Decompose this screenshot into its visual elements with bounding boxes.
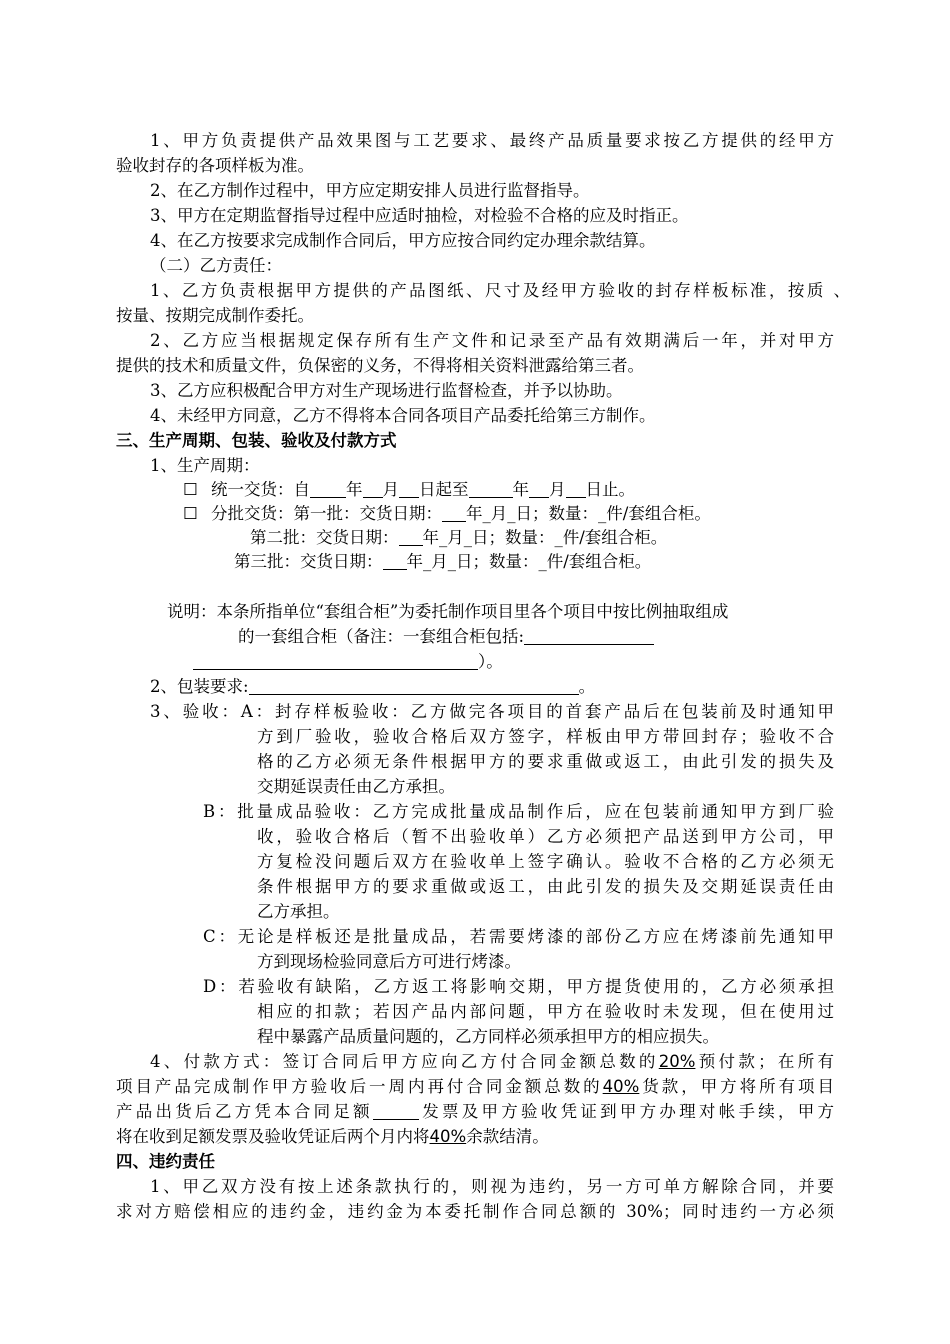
packaging-line: 2、包装要求: 。 <box>150 677 596 696</box>
party-b-heading: （二）乙方责任： <box>150 256 282 275</box>
section-3-title: 三、生产周期、包装、验收及付款方式 <box>116 431 397 450</box>
blank-cabinet-contents-1[interactable] <box>524 626 654 645</box>
blank-invoice[interactable] <box>373 1101 419 1120</box>
acceptance-b-line-1: B：批量成品验收：乙方完成批量成品制作后，应在包装前通知甲方到厂验 <box>203 802 834 821</box>
acceptance-b-line-3: 方复检没问题后双方在验收单上签字确认。验收不合格的乙方必须无 <box>257 852 834 871</box>
blank-cabinet-contents-2[interactable] <box>193 651 478 670</box>
checkbox-batch[interactable]: ☐ <box>183 504 198 523</box>
blank-packaging[interactable] <box>249 676 579 695</box>
blank-day-start[interactable] <box>399 479 419 498</box>
payment-line-4: 将在收到足额发票及验收凭证后两个月内将40%余款结清。 <box>116 1127 549 1146</box>
acceptance-c-line-1: C：无论是样板还是批量成品，若需要烤漆的部份乙方应在烤漆前先通知甲 <box>203 927 834 946</box>
breach-line-1: 1、甲乙双方没有按上述条款执行的，则视为违约，另一方可单方解除合同，并要 <box>150 1177 834 1196</box>
blank-batch1-year[interactable] <box>442 503 466 522</box>
party-b-item-2-line-1: 2、乙方应当根据规定保存所有生产文件和记录至产品有效期满后一年，并对甲方 <box>150 331 834 350</box>
unified-delivery-line: ☐ 统一交货：自 年 月 日起至 年 月 日止。 <box>183 480 636 499</box>
party-b-item-1-line-1: 1、乙方负责根据甲方提供的产品图纸、尺寸及经甲方验收的封存样板标准，按质 、 <box>150 281 850 300</box>
party-b-item-2-line-2: 提供的技术和质量文件，负保密的义务，不得将相关资料泄露给第三者。 <box>116 356 644 375</box>
acceptance-a-line-4: 交期延误责任由乙方承担。 <box>257 777 455 796</box>
checkbox-unified[interactable]: ☐ <box>183 480 198 499</box>
pct-advance: 20% <box>658 1052 696 1071</box>
blank-year-end[interactable] <box>469 479 513 498</box>
blank-month-start[interactable] <box>363 479 383 498</box>
acceptance-d-line-1: D：若验收有缺陷，乙方返工将影响交期，甲方提货使用的，乙方必须承担 <box>203 977 834 996</box>
payment-line-1: 4、付款方式：签订合同后甲方应向乙方付合同金额总数的20%预付款；在所有 <box>150 1052 835 1071</box>
batch-delivery-line-2: 第二批：交货日期： 年_月_日；数量：_件/套组合柜。 <box>250 528 668 547</box>
note-line-1: 说明：本条所指单位“套组合柜”为委托制作项目里各个项目中按比例抽取组成 <box>167 602 729 621</box>
acceptance-a-line-1: 3、验收：A：封存样板验收：乙方做完各项目的首套产品后在包装前及时通知甲 <box>150 702 834 721</box>
batch-delivery-line-3: 第三批：交货日期： 年_月_日；数量：_件/套组合柜。 <box>234 552 652 571</box>
payment-line-2: 项目产品完成制作甲方验收后一周内再付合同金额总数的40%货款，甲方将所有项目 <box>116 1077 835 1096</box>
acceptance-c-line-2: 方到现场检验同意后方可进行烤漆。 <box>257 952 521 971</box>
acceptance-a-line-3: 格的乙方必须无条件根据甲方的要求重做或返工，由此引发的损失及 <box>257 752 834 771</box>
acceptance-b-line-2: 收，验收合格后（暂不出验收单）乙方必须把产品送到甲方公司，甲 <box>257 827 834 846</box>
production-cycle-label: 1、生产周期： <box>150 456 260 475</box>
blank-day-end[interactable] <box>566 479 586 498</box>
blank-batch2-year[interactable] <box>399 527 423 546</box>
note-line-2: 的一套组合柜（备注：一套组合柜包括: <box>238 624 654 649</box>
acceptance-d-line-3: 程中暴露产品质量问题的，乙方同样必须承担甲方的相应损失。 <box>257 1027 719 1046</box>
party-b-item-3: 3、乙方应积极配合甲方对生产现场进行监督检查，并予以协助。 <box>150 381 623 400</box>
section-4-title: 四、违约责任 <box>116 1152 215 1171</box>
party-a-item-1-line-2: 验收封存的各项样板为准。 <box>116 156 314 175</box>
party-b-item-4: 4、未经甲方同意，乙方不得将本合同各项目产品委托给第三方制作。 <box>150 406 656 425</box>
party-a-item-2: 2、在乙方制作过程中，甲方应定期安排人员进行监督指导。 <box>150 181 590 200</box>
pct-goods: 40% <box>602 1077 640 1096</box>
acceptance-a-line-2: 方到厂验收，验收合格后双方签字，样板由甲方带回封存；验收不合 <box>257 727 834 746</box>
note-line-3: ）。 <box>193 649 503 674</box>
pct-balance: 40% <box>429 1127 467 1146</box>
payment-line-3: 产品出货后乙方凭本合同足额 发票及甲方验收凭证到甲方办理对帐手续，甲方 <box>116 1102 835 1121</box>
party-a-item-1-line-1: 1、甲方负责提供产品效果图与工艺要求、最终产品质量要求按乙方提供的经甲方 <box>150 131 834 150</box>
acceptance-d-line-2: 相应的扣款；若因产品内部问题，甲方在验收时未发现，但在使用过 <box>257 1002 834 1021</box>
party-a-item-3: 3、甲方在定期监督指导过程中应适时抽检，对检验不合格的应及时指正。 <box>150 206 689 225</box>
batch-delivery-line-1: ☐ 分批交货：第一批：交货日期： 年_月_日；数量：_件/套组合柜。 <box>183 504 711 523</box>
blank-year-start[interactable] <box>310 479 346 498</box>
blank-month-end[interactable] <box>529 479 549 498</box>
party-a-item-4: 4、在乙方按要求完成制作合同后，甲方应按合同约定办理余款结算。 <box>150 231 656 250</box>
blank-batch3-year[interactable] <box>383 551 407 570</box>
acceptance-b-line-4: 条件根据甲方的要求重做或返工，由此引发的损失及交期延误责任由 <box>257 877 834 896</box>
acceptance-b-line-5: 乙方承担。 <box>257 902 340 921</box>
breach-line-2: 求对方赔偿相应的违约金，违约金为本委托制作合同总额的 30%；同时违约一方必须 <box>116 1202 834 1221</box>
party-b-item-1-line-2: 按量、按期完成制作委托。 <box>116 306 314 325</box>
